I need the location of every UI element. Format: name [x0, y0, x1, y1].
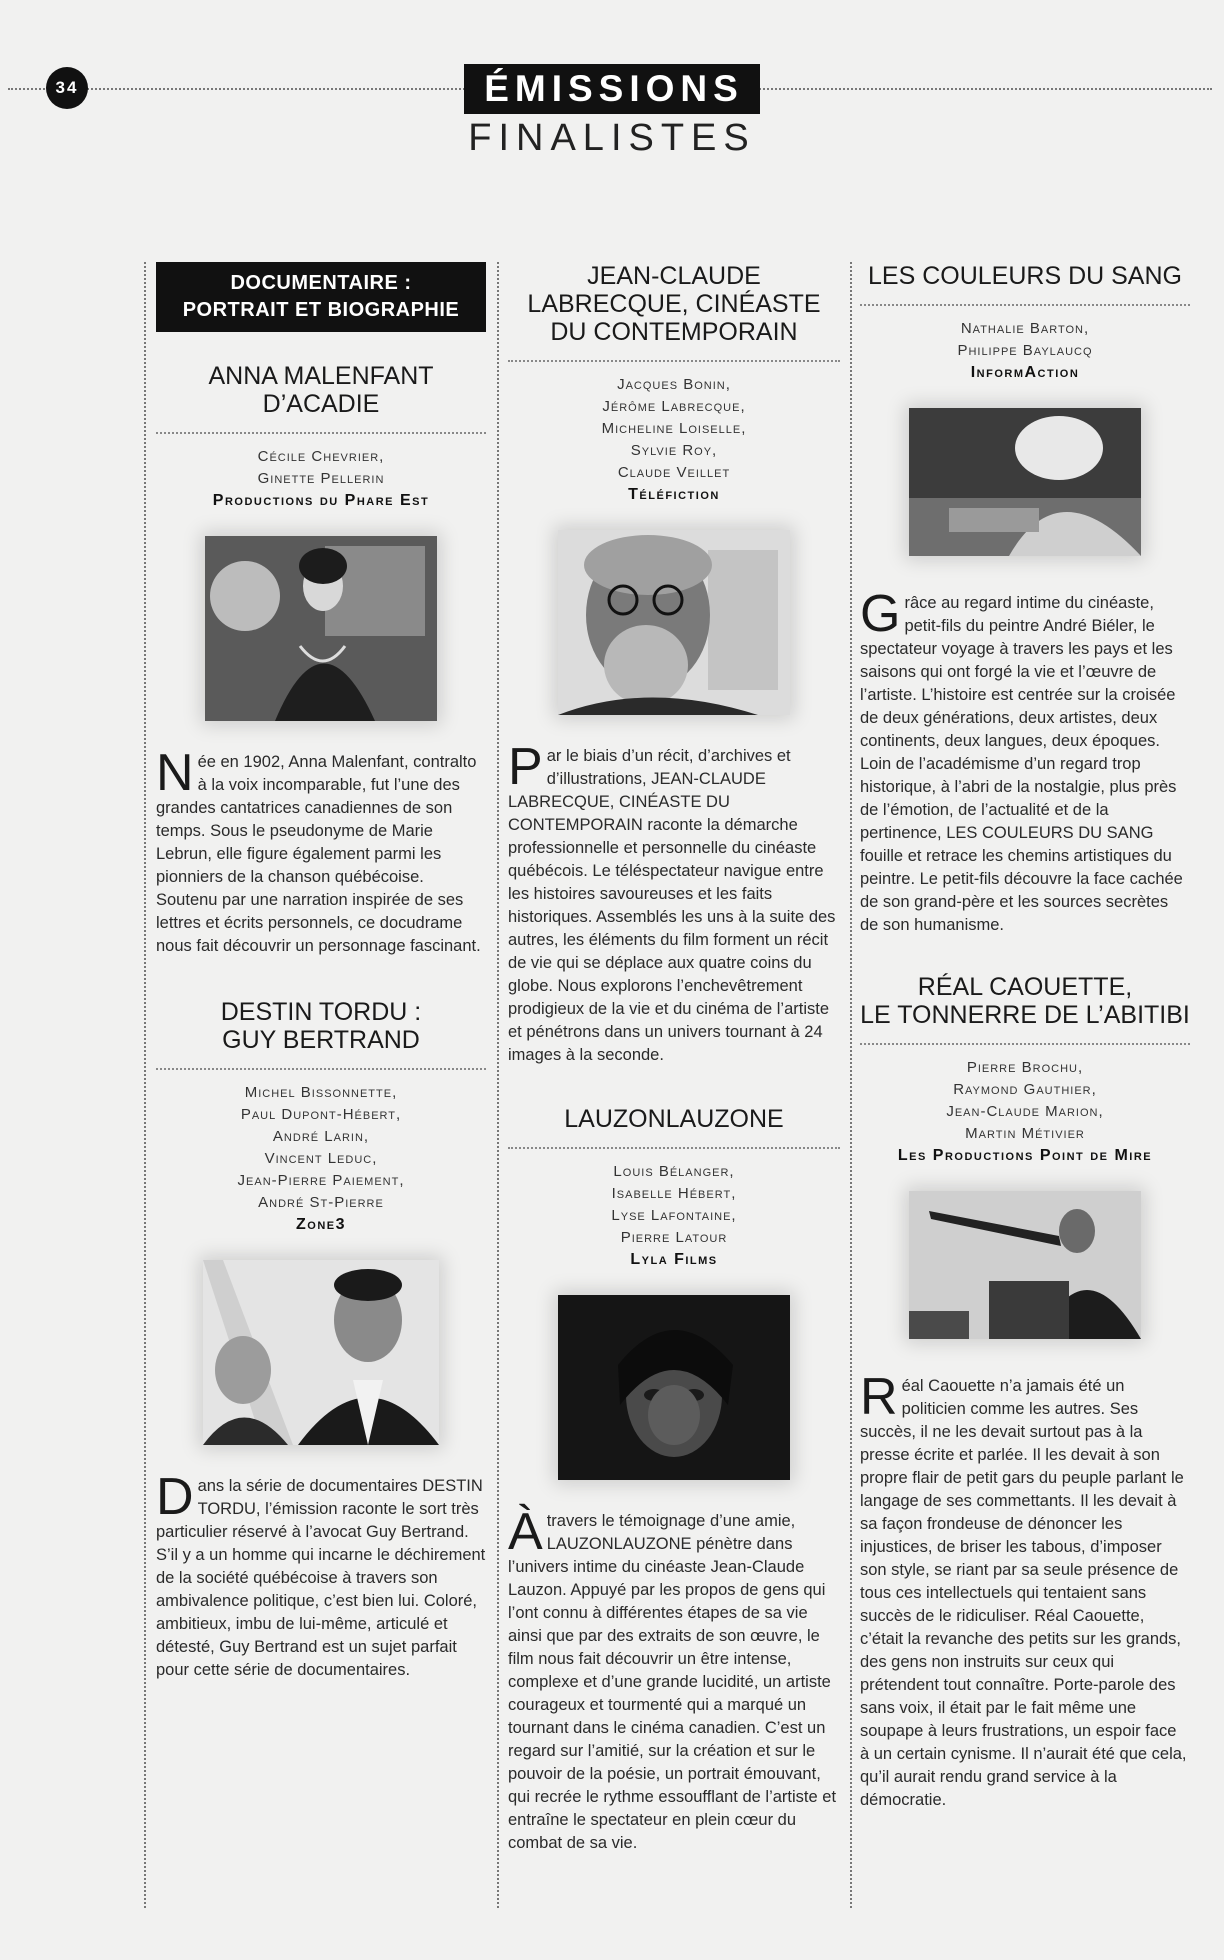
dropcap: G [860, 585, 901, 643]
column-3 [860, 262, 1190, 1842]
entry-real-caouette [860, 973, 1190, 1812]
entry-description [508, 1503, 840, 1855]
credits [156, 1082, 486, 1214]
credit-name: Paul Dupont-Hébert, [240, 1106, 402, 1123]
producer: Les Productions Point de Mire [897, 1147, 1153, 1164]
credit-name: Louis Bélanger, [613, 1163, 735, 1180]
credit-name: Isabelle Hébert, [611, 1185, 737, 1202]
entry-description [860, 585, 1190, 937]
entry-title: LES COULEURS DU SANG [860, 262, 1190, 306]
category-line-2: PORTRAIT ET BIOGRAPHIE [182, 299, 460, 321]
description-text: ar le biais d’un récit, d’archives et d’illustrations, JEAN-CLAUDE LABRECQUE, CINÉASTE DU CONTEMPORAIN raconte la démarche professionnelle et personnelle du cinéaste québécois. Le téléspectateur navigue entre les histoires savoureuses et les faits historiques. Assemblés les uns à la suite des autres, les éléments du film forment un récit de vie qui se déplace aux quatre coins du globe. Nous explorons l’enchevêtrement prodigieux de la vie et du cinéma de l’artiste et pénétrons dans un univers tournant à 24 images à la seconde. [508, 747, 836, 1064]
credit-name: Vincent Leduc, [264, 1150, 378, 1167]
description-text: ée en 1902, Anna Malenfant, contralto à la voix incomparable, fut l’une des grandes cantatrices canadiennes de son temps. Sous le pseudonyme de Marie Lebrun, elle figure également parmi les pionniers de la chanson québécoise. Soutenu par une narration inspirée de ses lettres et écrits personnels, ce docudrame nous fait découvrir un personnage fascinant. [156, 753, 481, 955]
photo-guy-bertrand [203, 1260, 439, 1445]
credit-name: Cécile Chevrier, [257, 448, 385, 465]
entry-les-couleurs-du-sang [860, 262, 1190, 937]
producer: Productions du Phare Est [212, 492, 430, 509]
credit-name: Philippe Baylaucq [957, 342, 1093, 359]
credit-name: Pierre Brochu, [966, 1059, 1084, 1076]
credits [508, 374, 840, 484]
producer: Lyla Films [630, 1251, 718, 1268]
entry-description [156, 1468, 486, 1682]
photo-anna-malenfant [205, 536, 437, 721]
dropcap: P [508, 738, 543, 796]
description-text: éal Caouette n’a jamais été un politicien comme les autres. Ses succès, il ne les devait surtout pas à la presse écrite et parlée. Il les devait à son propre flair de petit gars du peuple parlant le langage de ses commettants. Il les devait à sa façon frondeuse de dénoncer les injustices, de briser les tabous, d’imposer son style, se riant par sa seule présence de tous ces intellectuels qui tentaient sans succès de le ridiculiser. Réal Caouette, c’était la revanche des petits sur les grands, des gens non instruits sur ceux qui prétendent tout connaître. Porte-parole des sans voix, il était par le fait même une soupape à leurs frustrations, un espoir face à un certain cynisme. Il n’aurait été que cela, qu’il aurait rendu grand service à la démocratie. [860, 1377, 1187, 1809]
dropcap: N [156, 744, 194, 802]
column-1 [156, 262, 486, 1712]
page-number: 34 [46, 67, 88, 109]
entry-title: LAUZONLAUZONE [508, 1105, 840, 1149]
photo-jean-claude-lauzon [558, 1295, 790, 1480]
credits [860, 1057, 1190, 1145]
credit-name: Pierre Latour [620, 1229, 728, 1246]
description-text: travers le témoignage d’une amie, LAUZONLAUZONE pénètre dans l’univers intime du cinéaste Jean-Claude Lauzon. Appuyé par les propos de gens qui l’ont connu à différentes étapes de sa vie ainsi que par des extraits de son œuvre, le film nous fait découvrir un être intense, complexe et d’une grande lucidité, un artiste courageux et tourmenté qui a marqué un tournant dans le cinéma canadien. C’est un regard sur l’amitié, sur la création et sur le pouvoir de la poésie, un portrait émouvant, qui recrée le rythme essoufflant de l’artiste et entraîne le spectateur en plein cœur du combat de sa vie. [508, 1512, 837, 1852]
entry-description [860, 1368, 1190, 1812]
description-text: râce au regard intime du cinéaste, petit-fils du peintre André Biéler, le spectateur voyage à travers les pays et les saisons qui ont forgé la vie et l’œuvre de l’artiste. L’histoire est centrée sur la croisée de deux générations, deux artistes, deux continents, deux langues, deux époques. Loin de l’académisme d’un regard trop historique, à l’abri de la nostalgie, plus près de l’émotion, de l’actualité et de la pertinence, LES COULEURS DU SANG fouille et retrace les chemins artistiques du peintre. Le petit-fils découvre la face cachée de son grand-père et les sources secrètes de son humanisme. [860, 594, 1183, 934]
photo-jean-claude-labrecque [558, 530, 790, 715]
dropcap: R [860, 1368, 898, 1426]
credits [860, 318, 1190, 362]
dropcap: D [156, 1468, 194, 1526]
dropcap: À [508, 1503, 543, 1561]
credit-name: Jérôme Labrecque, [602, 398, 746, 415]
credit-name: Martin Métivier [965, 1125, 1085, 1142]
category-label [156, 262, 486, 332]
credit-name: Micheline Loiselle, [601, 420, 747, 437]
producer: InformAction [970, 364, 1080, 381]
entry-description [508, 738, 840, 1067]
credits [156, 446, 486, 490]
entry-title: RÉAL CAOUETTE, LE TONNERRE DE L’ABITIBI [860, 973, 1190, 1045]
credit-name: Michel Bissonnette, [244, 1084, 398, 1101]
credit-name: Jacques Bonin, [617, 376, 731, 393]
entry-title: JEAN-CLAUDE LABRECQUE, CINÉASTE DU CONTEMPORAIN [508, 262, 840, 362]
entry-destin-tordu [156, 998, 486, 1682]
entry-anna-malenfant [156, 362, 486, 958]
description-text: ans la série de documentaires DESTIN TORDU, l’émission raconte le sort très particulier réservé à l’avocat Guy Bertrand. S’il y a un homme qui incarne le déchirement de la société québécoise à travers son ambivalence politique, c’est bien lui. Coloré, ambitieux, imbu de lui-même, articulé et détesté, Guy Bertrand est un sujet parfait pour cette série de documentaires. [156, 1477, 486, 1679]
producer: Téléfiction [628, 486, 720, 503]
column-2 [508, 262, 840, 1885]
column-divider [497, 262, 499, 1908]
credit-name: Jean-Claude Marion, [946, 1103, 1104, 1120]
column-divider [850, 262, 852, 1908]
entry-lauzonlauzone [508, 1105, 840, 1855]
column-divider [144, 262, 146, 1908]
page-title: ÉMISSIONS [464, 64, 760, 114]
page-header [0, 64, 1224, 160]
credit-name: Ginette Pellerin [257, 470, 385, 487]
entry-jean-claude-labrecque [508, 262, 840, 1067]
credit-name: Nathalie Barton, [960, 320, 1090, 337]
page-subtitle: FINALISTES [468, 117, 756, 159]
credit-name: Sylvie Roy, [630, 442, 718, 459]
credit-name: Raymond Gauthier, [953, 1081, 1097, 1098]
producer: Zone3 [295, 1216, 346, 1233]
credit-name: Lyse Lafontaine, [611, 1207, 737, 1224]
credit-name: Jean-Pierre Paiement, [237, 1172, 405, 1189]
credit-name: André St-Pierre [258, 1194, 384, 1211]
entry-description [156, 744, 486, 958]
entry-title: ANNA MALENFANT D’ACADIE [156, 362, 486, 434]
photo-andre-bieler [909, 408, 1141, 556]
credit-name: Claude Veillet [617, 464, 731, 481]
photo-real-caouette [909, 1191, 1141, 1339]
entry-title: DESTIN TORDU : GUY BERTRAND [156, 998, 486, 1070]
category-line-1: DOCUMENTAIRE : [230, 272, 412, 294]
credit-name: André Larin, [272, 1128, 370, 1145]
credits [508, 1161, 840, 1249]
